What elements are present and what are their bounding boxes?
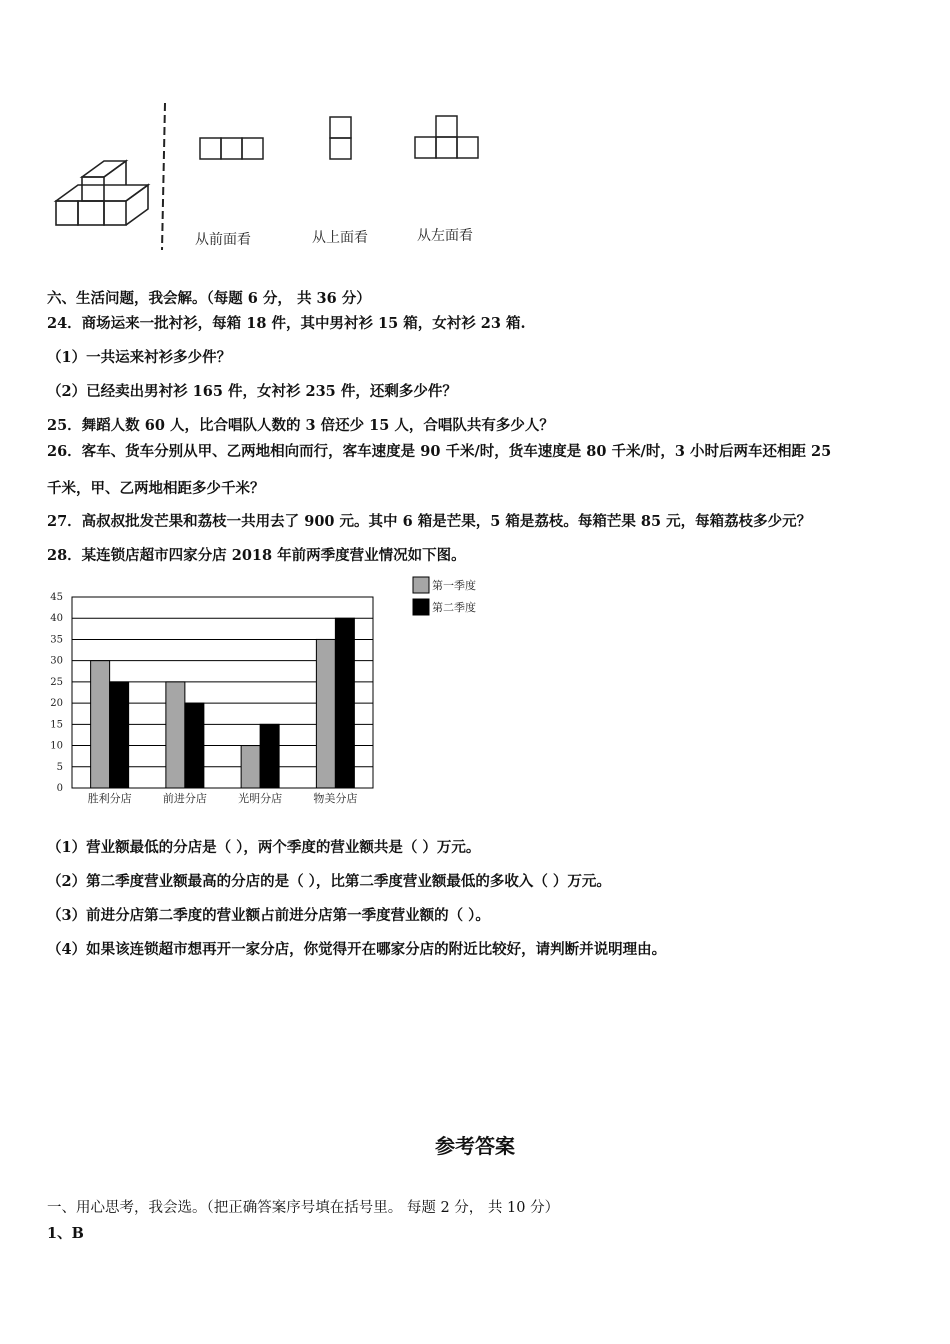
bar-q2 — [185, 703, 204, 788]
y-tick-label: 35 — [50, 634, 63, 646]
answer-1: 1、B — [47, 1225, 84, 1242]
x-category-label: 光明分店 — [238, 792, 283, 805]
left-view-shape — [415, 116, 478, 158]
legend-swatch — [413, 577, 429, 593]
x-category-label: 物美分店 — [313, 792, 358, 805]
bar-q2 — [260, 724, 279, 788]
bar-q1 — [166, 682, 185, 788]
q24-sub1: （1）一共运来衬衫多少件？ — [47, 349, 232, 366]
q28-bar-chart — [40, 575, 500, 810]
x-category-label: 胜利分店 — [87, 792, 132, 805]
answers-section1-header: 一、用心思考，我会选。（把正确答案序号填在括号里。 每题 2 分， 共 10 分） — [47, 1200, 560, 1216]
y-tick-label: 10 — [50, 740, 63, 752]
view-label-left: 从左面看 — [417, 228, 473, 244]
q24-stem: 24．商场运来一批衬衫，每箱 18 件，其中男衬衫 15 箱，女衬衫 23 箱. — [47, 315, 526, 332]
bar-q1 — [241, 746, 260, 788]
q28-stem: 28．某连锁店超市四家分店 2018 年前两季度营业情况如下图。 — [47, 547, 466, 564]
y-tick-label: 40 — [50, 613, 63, 625]
legend-label: 第二季度 — [432, 601, 476, 614]
q28-sub2: （2）第二季度营业额最高的分店的是（ ），比第二季度营业额最低的多收入（ ）万元。 — [47, 873, 611, 890]
x-category-label: 前进分店 — [162, 792, 207, 805]
y-tick-label: 20 — [50, 698, 63, 710]
legend-label: 第一季度 — [432, 579, 476, 592]
q26-line1: 26．客车、货车分别从甲、乙两地相向而行，客车速度是 90 千米/时，货车速度是 80 千米/时，3 小时后两车还相距 25 — [47, 443, 832, 460]
y-tick-label: 45 — [50, 592, 63, 603]
q26-line2: 千米，甲、乙两地相距多少千米？ — [47, 480, 265, 497]
bar-q2 — [335, 618, 354, 788]
cube-views-figure — [40, 95, 510, 255]
view-label-top: 从上面看 — [312, 230, 368, 246]
q25-text: 25．舞蹈人数 60 人，比合唱队人数的 3 倍还少 15 人，合唱队共有多少人？ — [47, 417, 554, 434]
front-view-shape — [200, 138, 263, 159]
q27-text: 27．高叔叔批发芒果和荔枝一共用去了 900 元。其中 6 箱是芒果，5 箱是荔枝。每箱芒果 85 元，每箱荔枝多少元？ — [47, 513, 812, 530]
q24-sub2: （2）已经卖出男衬衫 165 件，女衬衫 235 件，还剩多少件？ — [47, 383, 457, 400]
y-tick-label: 15 — [50, 719, 63, 731]
section6-header: 六、生活问题，我会解。（每题 6 分， 共 36 分） — [47, 290, 371, 307]
top-view-shape — [330, 117, 351, 159]
divider-dashed-line — [162, 103, 165, 250]
bar-q2 — [110, 682, 129, 788]
y-tick-label: 5 — [56, 761, 63, 773]
answers-title: 参考答案 — [435, 1134, 515, 1158]
y-tick-label: 30 — [50, 655, 63, 667]
q28-sub4: （4）如果该连锁超市想再开一家分店，你觉得开在哪家分店的附近比较好，请判断并说明理由。 — [47, 941, 667, 958]
y-tick-label: 25 — [50, 676, 63, 688]
bar-q1 — [316, 639, 335, 788]
bar-q1 — [91, 661, 110, 788]
view-label-front: 从前面看 — [195, 232, 251, 248]
q28-sub1: （1）营业额最低的分店是（ ），两个季度的营业额共是（ ）万元。 — [47, 839, 481, 856]
cube-stack-drawing — [56, 161, 148, 225]
legend-swatch — [413, 599, 429, 615]
q28-sub3: （3）前进分店第二季度的营业额占前进分店第一季度营业额的（ ）。 — [47, 907, 490, 924]
y-tick-label: 0 — [56, 783, 63, 794]
